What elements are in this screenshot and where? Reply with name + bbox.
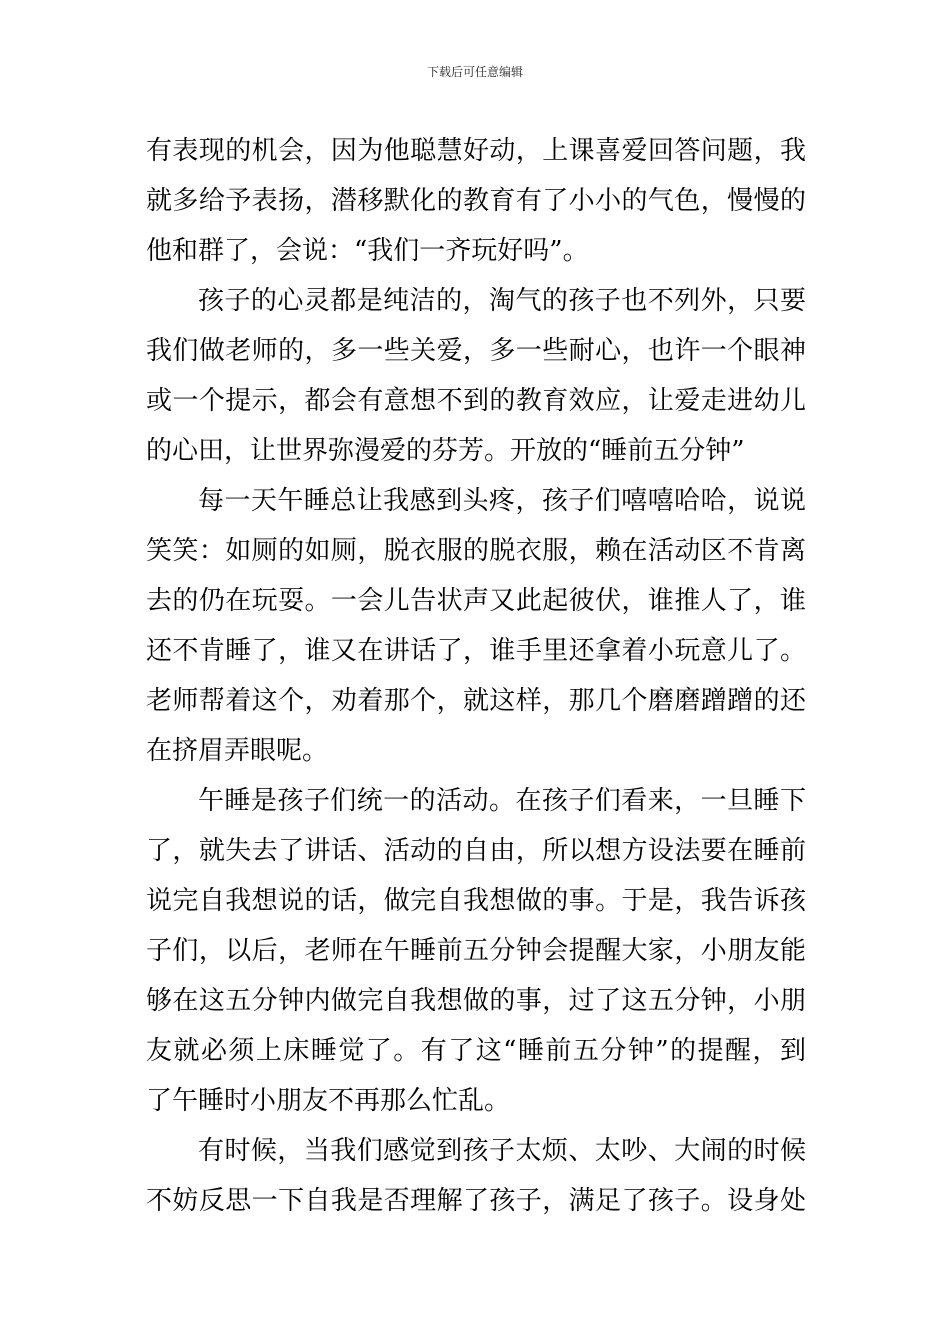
text-line: 的心田，让世界弥漫爱的芬芳。开放的“睡前五分钟” xyxy=(146,436,745,466)
text-line: 说完自我想说的话，做完自我想做的事。于是，我告诉孩 xyxy=(146,886,806,916)
text-line: 老师帮着这个，劝着那个，就这样，那几个磨磨蹭蹭的还 xyxy=(146,686,806,716)
text-line: 了，就失去了讲话、活动的自由，所以想方设法要在睡前 xyxy=(146,836,806,866)
text-line: 够在这五分钟内做完自我想做的事，过了这五分钟，小朋 xyxy=(146,986,806,1016)
text-line: 还不肯睡了，谁又在讲话了，谁手里还拿着小玩意儿了。 xyxy=(146,636,806,666)
text-line: 不妨反思一下自我是否理解了孩子，满足了孩子。设身处 xyxy=(146,1186,806,1216)
document-body xyxy=(146,126,806,1226)
text-line: 笑笑：如厕的如厕，脱衣服的脱衣服，赖在活动区不肯离 xyxy=(146,536,806,566)
text-line: 他和群了，会说：“我们一齐玩好吗”。 xyxy=(146,236,589,266)
text-line: 我们做老师的，多一些关爱，多一些耐心，也许一个眼神 xyxy=(146,336,806,366)
text-line: 或一个提示，都会有意想不到的教育效应，让爱走进幼儿 xyxy=(146,386,806,416)
text-line: 有表现的机会，因为他聪慧好动，上课喜爱回答问题，我 xyxy=(146,136,806,166)
text-line: 孩子的心灵都是纯洁的，淘气的孩子也不列外，只要 xyxy=(198,286,806,316)
text-line: 就多给予表扬，潜移默化的教育有了小小的气色，慢慢的 xyxy=(146,186,806,216)
text-line: 去的仍在玩耍。一会儿告状声又此起彼伏，谁推人了，谁 xyxy=(146,586,806,616)
page-header: 下载后可任意编辑 xyxy=(426,65,523,79)
text-line: 在挤眉弄眼呢。 xyxy=(146,736,329,766)
text-line: 有时候，当我们感觉到孩子太烦、太吵、大闹的时候 xyxy=(198,1136,806,1166)
text-line: 友就必须上床睡觉了。有了这“睡前五分钟”的提醒，到 xyxy=(146,1036,806,1066)
text-line: 子们，以后，老师在午睡前五分钟会提醒大家，小朋友能 xyxy=(146,936,806,966)
text-line: 了午睡时小朋友不再那么忙乱。 xyxy=(146,1086,511,1116)
text-line: 午睡是孩子们统一的活动。在孩子们看来，一旦睡下 xyxy=(198,786,806,816)
text-line: 每一天午睡总让我感到头疼，孩子们嘻嘻哈哈，说说 xyxy=(198,486,806,516)
